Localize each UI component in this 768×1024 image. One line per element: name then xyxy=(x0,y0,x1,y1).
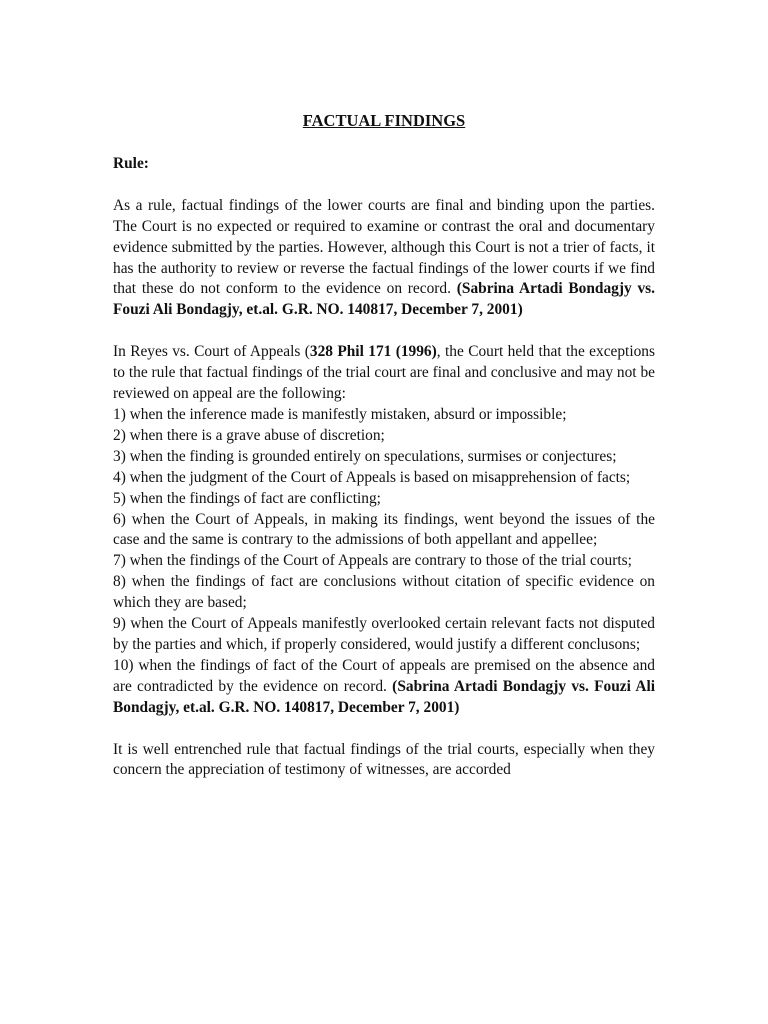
list-item: 7) when the findings of the Court of Appeals are contrary to those of the trial courts; xyxy=(113,552,632,570)
list-item-10 xyxy=(113,656,655,719)
list-item: 1) when the inference made is manifestly mistaken, absurd or impossible; xyxy=(113,405,567,423)
list-item: 2) when there is a grave abuse of discretion; xyxy=(113,426,385,444)
document-page xyxy=(113,111,655,781)
item10-citation: Sabrina Artadi Bondagjy vs. Fouzi Ali Bondagjy, et.al. G.R. NO. 140817, December 7, 2001 xyxy=(113,677,655,716)
list-item: 8) when the findings of fact are conclusions without citation of specific evidence on which they are based; xyxy=(113,573,655,612)
list-item: 6) when the Court of Appeals, in making its findings, went beyond the issues of the case and the same is contrary to the admissions of both appellant and appellee; xyxy=(113,510,655,549)
citation-bondagjy: Sabrina Artadi Bondagjy vs. Fouzi Ali Bondagjy, et.al. G.R. NO. 140817, December 7, 2001 xyxy=(113,280,655,319)
document-title: FACTUAL FINDINGS xyxy=(302,111,466,130)
list-item: 5) when the findings of fact are conflicting; xyxy=(113,489,381,507)
exceptions-intro-a: In Reyes vs. Court of Appeals ( xyxy=(113,343,310,361)
reyes-citation: 328 Phil 171 (1996) xyxy=(309,343,437,361)
paragraph-rule xyxy=(113,196,655,321)
item10-citation-close: ) xyxy=(454,698,460,716)
exceptions-list xyxy=(113,405,655,719)
item10-citation-open: ( xyxy=(392,677,398,695)
citation-close: ) xyxy=(517,301,523,319)
list-item: 4) when the judgment of the Court of Appeals is based on misapprehension of facts; xyxy=(113,468,631,486)
paragraph-exceptions xyxy=(113,342,655,718)
rule-heading: Rule: xyxy=(113,154,149,172)
paragraph-entrenched-rule: It is well entrenched rule that factual findings of the trial courts, especially when they concern the appreciation of testimony of witnesses, are accorded xyxy=(113,740,655,779)
exceptions-intro xyxy=(113,342,655,405)
list-item-10-text: 10) when the findings of fact of the Court of appeals are premised on the absence and are contradicted by the evidence on record. xyxy=(113,656,655,695)
paragraph-rule-text: As a rule, factual findings of the lower courts are final and binding upon the parties. The Court is no expected or required to examine or contrast the oral and documentary evidence submitted by the parties. However, although this Court is not a trier of facts, it has the authority to review or reverse the factual findings of the lower courts if we find that these do not conform to the evidence on record. xyxy=(113,196,655,298)
list-item: 3) when the finding is grounded entirely on speculations, surmises or conjectures; xyxy=(113,447,617,465)
list-item: 9) when the Court of Appeals manifestly overlooked certain relevant facts not disputed by the parties and which, if properly considered, would justify a different conclusons; xyxy=(113,615,655,653)
citation-open: ( xyxy=(456,280,462,298)
exceptions-intro-b: , the Court held that the exceptions to the rule that factual findings of the trial court are final and conclusive and may not be reviewed on appeal are the following: xyxy=(113,343,655,403)
